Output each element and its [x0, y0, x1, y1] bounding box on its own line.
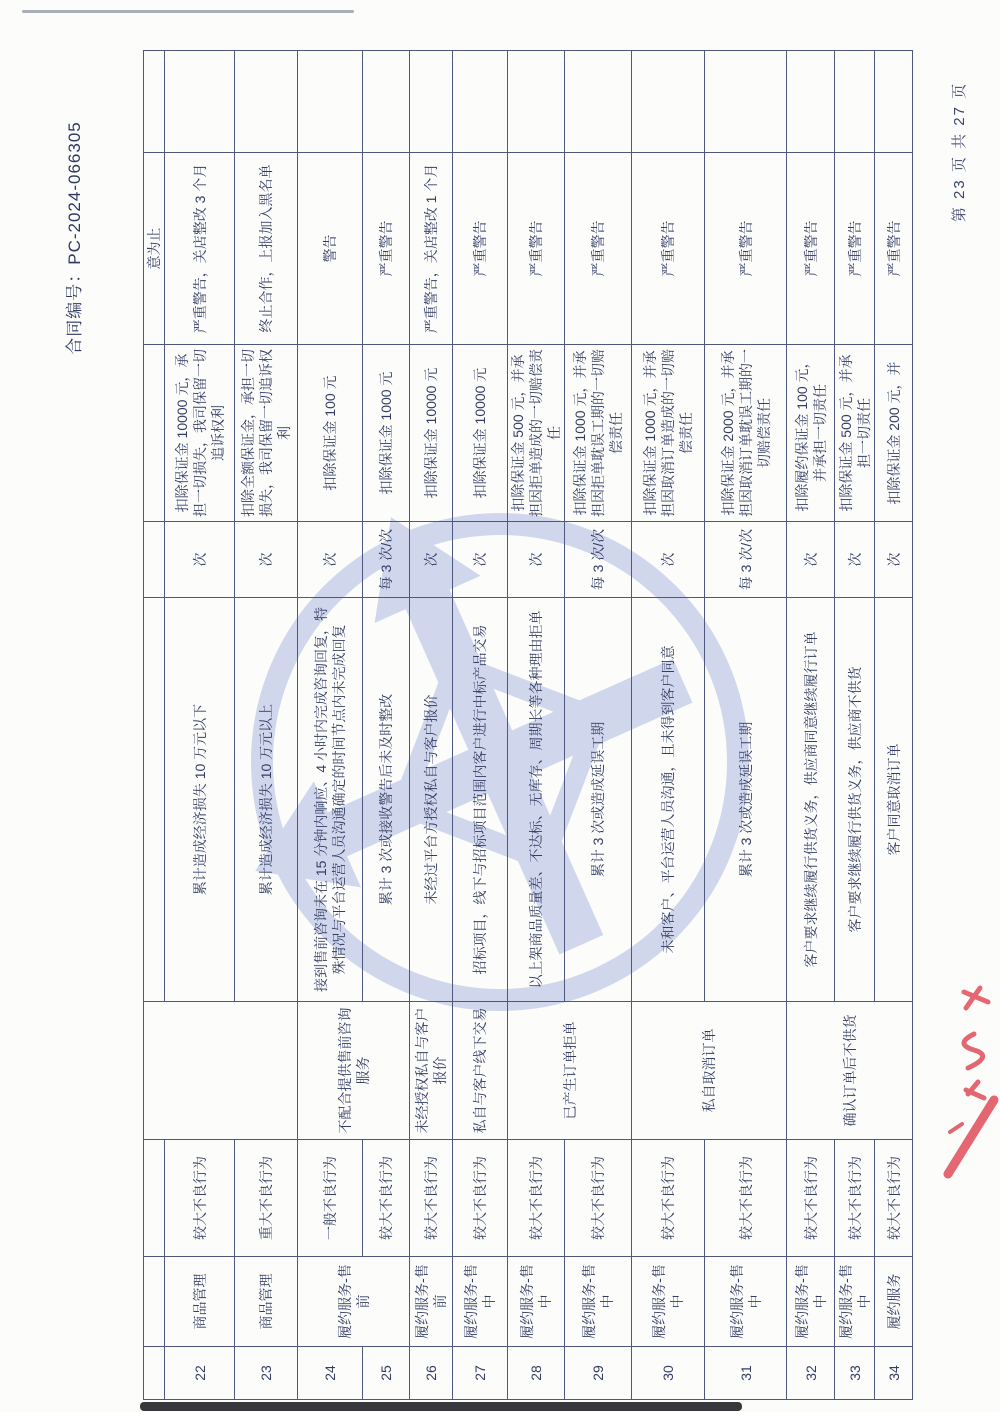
cell-extra: [363, 51, 410, 153]
cell-measure: 严重警告，关店整改 3 个月: [165, 153, 235, 345]
cell-no: 29: [565, 1347, 632, 1400]
cell-extra: [298, 51, 363, 153]
cell-category: 履约服务: [875, 1257, 913, 1347]
cell-category: 商品管理: [235, 1257, 298, 1347]
cell-extra: [875, 51, 913, 153]
cell-description: [144, 598, 165, 1002]
cell-description: 未和客户、平台运营人员沟通，且未得到客户同意: [632, 598, 705, 1002]
cell-category: 履约服务-售中: [787, 1257, 835, 1347]
cell-description: 招标项目，线下与招标项目范围内客户进行中标产品交易: [453, 598, 508, 1002]
cell-behavior: 已产生订单拒单: [508, 1002, 632, 1140]
cell-measure: 严重警告，关店整改 1 个月: [410, 153, 453, 345]
table-row-31: [705, 51, 787, 1400]
cell-category: 履约服务-售中: [632, 1257, 705, 1347]
cell-no: 31: [705, 1347, 787, 1400]
cell-no: 22: [165, 1347, 235, 1400]
cell-description: 累计 3 次或造成延误工期: [565, 598, 632, 1002]
cell-severity: 较大不良行为: [787, 1140, 835, 1257]
cell-severity: 较大不良行为: [835, 1140, 875, 1257]
cell-penalty: 扣除保证金 500 元，并承担因拒单造成的一切赔偿责任: [508, 345, 565, 522]
cell-penalty: 扣除保证金 1000 元，并承担因拒单耽误工期的一切赔偿责任: [565, 345, 632, 522]
cell-severity: 一般不良行为: [298, 1140, 363, 1257]
cell-penalty: 扣除全额保证金，承担一切损失，我司保留一切追诉权利: [235, 345, 298, 522]
cell-description: 接到售前咨询未在 15 分钟内响应、4 小时内完成咨询回复，特殊情况与平台运营人员沟通确定的时间节点内未完成回复: [298, 598, 363, 1002]
cell-category: 履约服务-售中: [705, 1257, 787, 1347]
cell-extra: [508, 51, 565, 153]
table-row-27: [453, 51, 508, 1400]
contract-number: 合同编号：PC-2024-066305: [65, 121, 84, 355]
cell-unit: 每 3 次/次: [565, 522, 632, 598]
cell-no: [144, 1347, 165, 1400]
cell-no: 32: [787, 1347, 835, 1400]
cell-category: 履约服务-售中: [453, 1257, 508, 1347]
cell-no: 23: [235, 1347, 298, 1400]
cell-unit: 次: [875, 522, 913, 598]
cell-description: 累计 3 次或接收警告后未及时整改: [363, 598, 410, 1002]
cell-measure: 严重警告: [875, 153, 913, 345]
cell-measure: 严重警告: [363, 153, 410, 345]
cell-category: [144, 1257, 165, 1347]
cell-extra: [144, 51, 165, 153]
cell-penalty: 扣除保证金 10000 元: [410, 345, 453, 522]
cell-description: 客户要求继续履行供货义务，供应商同意继续履行订单: [787, 598, 835, 1002]
cell-measure: 意为止: [144, 153, 165, 345]
cell-extra: [835, 51, 875, 153]
cell-extra: [705, 51, 787, 153]
cell-severity: 较大不良行为: [453, 1140, 508, 1257]
cell-category: 履约服务-售中: [508, 1257, 565, 1347]
cell-severity: 较大不良行为: [410, 1140, 453, 1257]
cell-no: 34: [875, 1347, 913, 1400]
cell-unit: 次: [410, 522, 453, 598]
penalty-table: [143, 50, 913, 1400]
cell-penalty: [144, 345, 165, 522]
cell-severity: 较大不良行为: [705, 1140, 787, 1257]
cell-unit: 每 3 次/次: [363, 522, 410, 598]
table-row-26: [410, 51, 453, 1400]
cell-penalty: 扣除保证金 200 元，并: [875, 345, 913, 522]
cell-extra: [235, 51, 298, 153]
table-row-33: [835, 51, 875, 1400]
table-row-25: [363, 51, 410, 1400]
red-handwriting-mark: [928, 982, 1000, 1197]
cell-measure: 严重警告: [632, 153, 705, 345]
cell-severity: 较大不良行为: [875, 1140, 913, 1257]
cell-no: 30: [632, 1347, 705, 1400]
cell-unit: 次: [165, 522, 235, 598]
cell-severity: 较大不良行为: [565, 1140, 632, 1257]
cell-description: 客户同意取消订单: [875, 598, 913, 1002]
cell-unit: 次: [632, 522, 705, 598]
cell-penalty: 扣除履约保证金 100 元，并承担一切责任: [787, 345, 835, 522]
cell-severity: 较大不良行为: [165, 1140, 235, 1257]
cell-measure: 严重警告: [705, 153, 787, 345]
cell-unit: 次: [235, 522, 298, 598]
cell-no: 26: [410, 1347, 453, 1400]
table-row-22: [165, 51, 235, 1400]
cell-penalty: 扣除保证金 1000 元，并承担因取消订单造成的一切赔偿责任: [632, 345, 705, 522]
cell-category: 履约服务-售中: [835, 1257, 875, 1347]
cell-behavior: 不配合提供售前咨询服务: [298, 1002, 410, 1140]
cell-behavior: 私自取消订单: [632, 1002, 787, 1140]
cell-description: 累计 3 次或造成延误工期: [705, 598, 787, 1002]
penalty-table-wrapper: [143, 51, 908, 1400]
table-row-continuation: [144, 51, 165, 1400]
cell-unit: 每 3 次/次: [705, 522, 787, 598]
cell-penalty: 扣除保证金 10000 元，承担一切损失，我司保留一切追诉权利: [165, 345, 235, 522]
cell-extra: [787, 51, 835, 153]
cell-unit: 次: [835, 522, 875, 598]
cell-severity: [144, 1140, 165, 1257]
table-row-34: [875, 51, 913, 1400]
cell-extra: [165, 51, 235, 153]
scan-artifact-bottom-bar: [140, 1402, 742, 1411]
cell-category: 履约服务-售前: [298, 1257, 410, 1347]
cell-no: 27: [453, 1347, 508, 1400]
table-row-23: [235, 51, 298, 1400]
cell-measure: 严重警告: [787, 153, 835, 345]
cell-no: 33: [835, 1347, 875, 1400]
cell-description: 累计造成经济损失 10 万元以上: [235, 598, 298, 1002]
cell-description: 客户要求继续履行供货义务，供应商不供货: [835, 598, 875, 1002]
table-row-24: [298, 51, 363, 1400]
cell-category: 履约服务-售中: [565, 1257, 632, 1347]
cell-measure: 终止合作，上报加入黑名单: [235, 153, 298, 345]
cell-no: 25: [363, 1347, 410, 1400]
cell-unit: 次: [508, 522, 565, 598]
cell-unit: 次: [298, 522, 363, 598]
cell-severity: 较大不良行为: [363, 1140, 410, 1257]
cell-severity: 较大不良行为: [632, 1140, 705, 1257]
cell-behavior: [144, 1002, 298, 1140]
cell-description: 累计造成经济损失 10 万元以下: [165, 598, 235, 1002]
cell-severity: 重大不良行为: [235, 1140, 298, 1257]
table-row-28: [508, 51, 565, 1400]
cell-category: 履约服务-售前: [410, 1257, 453, 1347]
table-row-30: [632, 51, 705, 1400]
cell-extra: [565, 51, 632, 153]
cell-measure: 严重警告: [508, 153, 565, 345]
cell-measure: 严重警告: [565, 153, 632, 345]
cell-penalty: 扣除保证金 1000 元: [363, 345, 410, 522]
cell-behavior: 确认订单后不供货: [787, 1002, 913, 1140]
cell-severity: 较大不良行为: [508, 1140, 565, 1257]
cell-unit: 次: [787, 522, 835, 598]
cell-unit: [144, 522, 165, 598]
cell-no: 24: [298, 1347, 363, 1400]
cell-extra: [632, 51, 705, 153]
cell-unit: 次: [453, 522, 508, 598]
cell-category: 商品管理: [165, 1257, 235, 1347]
table-row-29: [565, 51, 632, 1400]
cell-behavior: 未经授权私自与客户报价: [410, 1002, 453, 1140]
cell-extra: [453, 51, 508, 153]
cell-measure: 严重警告: [453, 153, 508, 345]
cell-penalty: 扣除保证金 10000 元: [453, 345, 508, 522]
cell-behavior: 私自与客户线下交易: [453, 1002, 508, 1140]
cell-penalty: 扣除保证金 500 元，并承担一切责任: [835, 345, 875, 522]
cell-penalty: 扣除保证金 100 元: [298, 345, 363, 522]
cell-penalty: 扣除保证金 2000 元，并承担因取消订单耽误工期的一切赔偿责任: [705, 345, 787, 522]
page-number-indicator: 第 23 页 共 27 页: [951, 81, 968, 223]
scan-artifact-top-line: [22, 10, 354, 13]
cell-no: 28: [508, 1347, 565, 1400]
cell-measure: 警告: [298, 153, 363, 345]
table-row-32: [787, 51, 835, 1400]
cell-measure: 严重警告: [835, 153, 875, 345]
cell-extra: [410, 51, 453, 153]
cell-description: 未经过平台方授权私自与客户报价: [410, 598, 453, 1002]
cell-description: 以上架商品质量差、不达标、无库存、周期长等各种理由拒单: [508, 598, 565, 1002]
